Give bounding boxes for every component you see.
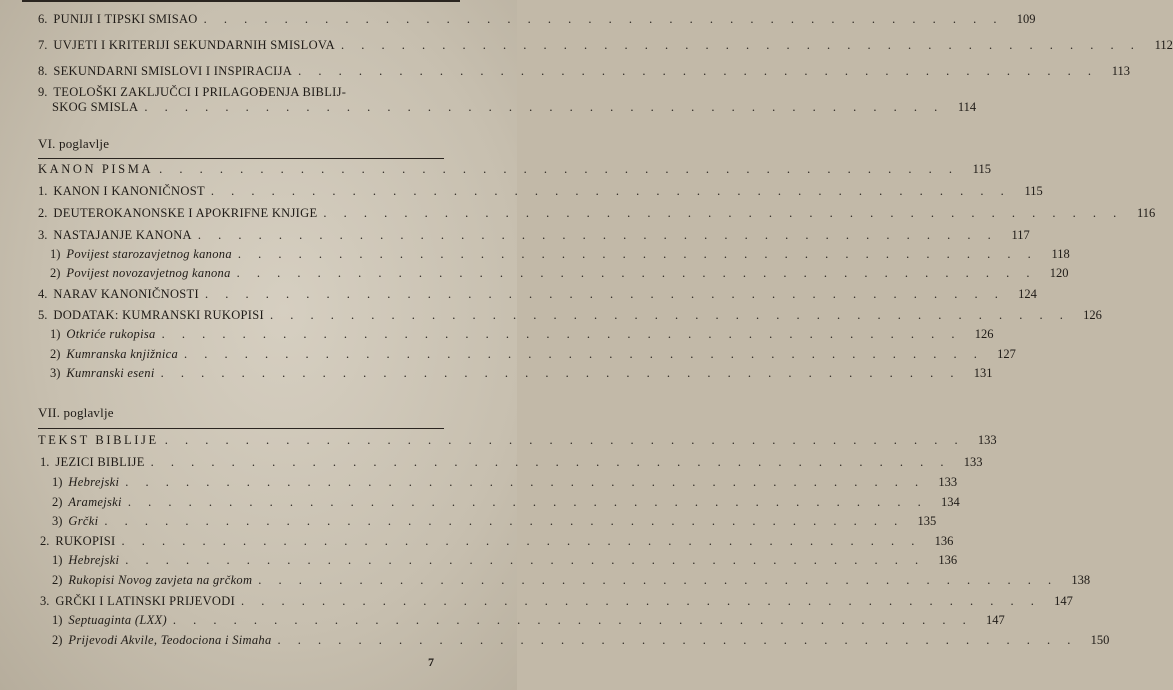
entry-title: Hebrejski <box>68 475 120 489</box>
toc-entry[interactable] <box>38 433 997 448</box>
toc-subentry[interactable] <box>52 613 1005 628</box>
entry-title: NASTAJANJE KANONA <box>53 228 192 242</box>
entry-title: NARAV KANONIČNOSTI <box>53 287 199 301</box>
entry-number: 9. <box>38 85 48 99</box>
entry-page-number: 133 <box>977 433 997 447</box>
entry-title: TEKST BIBLIJE <box>38 433 159 447</box>
toc-subentry[interactable] <box>52 495 960 510</box>
toc-subentry[interactable] <box>52 514 937 529</box>
entry-number: 2) <box>52 495 63 509</box>
entry-title: SKOG SMISLA <box>52 100 139 114</box>
entry-page-number: 114 <box>957 100 977 114</box>
entry-page-number: 115 <box>972 162 991 176</box>
toc-entry[interactable] <box>38 228 1030 243</box>
toc-subentry[interactable] <box>52 475 958 490</box>
entry-title: GRČKI I LATINSKI PRIJEVODI <box>55 594 236 608</box>
leader-dots: . . . . . . . . . . . . . . . . . . . . . . . . . . . . . . . . . . . . . . . . <box>159 162 959 176</box>
leader-dots: . . . . . . . . . . . . . . . . . . . . . . . . . . . . . . . . . . . . . . . . <box>104 514 905 528</box>
entry-number: 5. <box>38 308 48 322</box>
entry-page-number: 133 <box>963 455 983 469</box>
leader-dots: . . . . . . . . . . . . . . . . . . . . . . . . . . . . . . . . . . . . . . . . <box>150 455 951 469</box>
toc-subentry[interactable] <box>52 553 958 568</box>
entry-title: TEOLOŠKI ZAKLJUČCI I PRILAGOĐENJA BIBLIJ- <box>53 85 347 99</box>
toc-entry[interactable] <box>40 455 983 470</box>
entry-title: Kumranska knjižnica <box>66 347 179 361</box>
leader-dots: . . . . . . . . . . . . . . . . . . . . . . . . . . . . . . . . . . . . . . . . <box>125 553 926 567</box>
toc-entry[interactable] <box>38 308 1102 323</box>
leader-dots: . . . . . . . . . . . . . . . . . . . . . . . . . . . . . . . . . . . . . . . . <box>144 100 945 114</box>
leader-dots: . . . . . . . . . . . . . . . . . . . . . . . . . . . . . . . . . . . . . . . . <box>236 266 1037 280</box>
entry-title: Povijest novozavjetnog kanona <box>66 266 231 280</box>
page-folio: 7 <box>428 655 434 669</box>
entry-number: 1) <box>52 475 63 489</box>
leader-dots: . . . . . . . . . . . . . . . . . . . . . . . . . . . . . . . . . . . . . . . . <box>241 594 1041 608</box>
entry-title: PUNIJI I TIPSKI SMISAO <box>53 12 198 26</box>
leader-dots: . . . . . . . . . . . . . . . . . . . . . . . . . . . . . . . . . . . . . . . . <box>237 247 1038 261</box>
entry-page-number: 127 <box>997 347 1016 361</box>
leader-dots: . . . . . . . . . . . . . . . . . . . . . . . . . . . . . . . . . . . . . . . . <box>340 38 1141 52</box>
entry-number: 6. <box>38 12 48 26</box>
toc-entry[interactable] <box>40 534 954 549</box>
entry-number: 3) <box>50 366 61 380</box>
entry-page-number: 117 <box>1011 228 1030 242</box>
leader-dots: . . . . . . . . . . . . . . . . . . . . . . . . . . . . . . . . . . . . . . . . <box>121 534 922 548</box>
entry-title: Povijest starozavjetnog kanona <box>66 247 232 261</box>
toc-subentry[interactable] <box>50 247 1070 262</box>
entry-number: 2) <box>50 347 61 361</box>
entry-page-number: 116 <box>1136 206 1156 220</box>
entry-number: 1) <box>52 613 63 627</box>
entry-title: JEZICI BIBLIJE <box>55 455 145 469</box>
entry-page-number: 135 <box>917 514 937 528</box>
entry-title: Aramejski <box>68 495 122 509</box>
entry-title: Prijevodi Akvile, Teodociona i Simaha <box>68 633 272 647</box>
entry-page-number: 126 <box>1083 308 1102 322</box>
entry-page-number: 124 <box>1018 287 1037 301</box>
toc-subentry[interactable] <box>50 366 993 381</box>
chapter-heading: VI. poglavlje <box>38 136 110 151</box>
entry-page-number: 112 <box>1154 38 1173 52</box>
toc-entry[interactable] <box>38 184 1043 199</box>
entry-page-number: 113 <box>1111 64 1130 78</box>
toc-entry[interactable] <box>38 12 1036 27</box>
leader-dots: . . . . . . . . . . . . . . . . . . . . . . . . . . . . . . . . . . . . . . . . <box>127 495 928 509</box>
entry-page-number: 126 <box>974 327 994 341</box>
entry-title: Hebrejski <box>68 553 120 567</box>
entry-page-number: 136 <box>934 534 954 548</box>
entry-number: 2) <box>52 633 63 647</box>
leader-dots: . . . . . . . . . . . . . . . . . . . . . . . . . . . . . . . . . . . . . . . . <box>184 347 984 361</box>
divider-rule <box>38 158 444 159</box>
entry-number: 3) <box>52 514 63 528</box>
entry-page-number: 131 <box>973 366 993 380</box>
entry-page-number: 109 <box>1016 12 1036 26</box>
entry-title: DODATAK: KUMRANSKI RUKOPISI <box>53 308 264 322</box>
toc-subentry[interactable] <box>52 633 1110 648</box>
entry-number: 4. <box>38 287 48 301</box>
entry-title: DEUTEROKANONSKE I APOKRIFNE KNJIGE <box>53 206 318 220</box>
entry-title: Kumranski eseni <box>66 366 155 380</box>
entry-title: KANON PISMA <box>38 162 154 176</box>
entry-title: Rukopisi Novog zavjeta na grčkom <box>68 573 253 587</box>
toc-subentry[interactable] <box>50 327 994 342</box>
leader-dots: . . . . . . . . . . . . . . . . . . . . . . . . . . . . . . . . . . . . . . . . <box>160 366 961 380</box>
toc-entry[interactable] <box>52 100 977 115</box>
entry-number: 1) <box>50 247 61 261</box>
entry-number: 7. <box>38 38 48 52</box>
entry-title: RUKOPISI <box>55 534 116 548</box>
entry-number: 1. <box>40 455 50 469</box>
top-rule <box>22 0 460 2</box>
entry-number: 3. <box>38 228 48 242</box>
entry-number: 2. <box>40 534 50 548</box>
entry-title: UVJETI I KRITERIJI SEKUNDARNIH SMISLOVA <box>53 38 335 52</box>
toc-subentry[interactable] <box>52 573 1091 588</box>
entry-page-number: 120 <box>1049 266 1069 280</box>
leader-dots: . . . . . . . . . . . . . . . . . . . . . . . . . . . . . . . . . . . . . . . . <box>204 287 1005 301</box>
leader-dots: . . . . . . . . . . . . . . . . . . . . . . . . . . . . . . . . . . . . . . . . <box>210 184 1011 198</box>
entry-page-number: 138 <box>1071 573 1091 587</box>
leader-dots: . . . . . . . . . . . . . . . . . . . . . . . . . . . . . . . . . . . . . . . . <box>203 12 1004 26</box>
entry-page-number: 115 <box>1024 184 1043 198</box>
toc-entry[interactable] <box>38 38 1173 53</box>
leader-dots: . . . . . . . . . . . . . . . . . . . . . . . . . . . . . . . . . . . . . . . . <box>277 633 1078 647</box>
entry-page-number: 134 <box>940 495 960 509</box>
leader-dots: . . . . . . . . . . . . . . . . . . . . . . . . . . . . . . . . . . . . . . . . <box>323 206 1124 220</box>
toc-entry[interactable] <box>40 594 1073 609</box>
entry-number: 2. <box>38 206 48 220</box>
entry-number: 8. <box>38 64 48 78</box>
leader-dots: . . . . . . . . . . . . . . . . . . . . . . . . . . . . . . . . . . . . . . . . <box>164 433 965 447</box>
toc-entry[interactable] <box>38 206 1156 221</box>
entry-title: Otkriće rukopisa <box>66 327 156 341</box>
leader-dots: . . . . . . . . . . . . . . . . . . . . . . . . . . . . . . . . . . . . . . . . <box>269 308 1070 322</box>
entry-number: 2) <box>50 266 61 280</box>
toc-entry[interactable] <box>38 64 1130 79</box>
entry-page-number: 147 <box>1054 594 1073 608</box>
toc-entry[interactable] <box>38 85 444 100</box>
entry-number: 1) <box>50 327 61 341</box>
toc-subentry[interactable] <box>50 347 1016 362</box>
toc-entry[interactable] <box>38 287 1037 302</box>
divider-rule <box>38 428 444 429</box>
entry-page-number: 133 <box>938 475 958 489</box>
entry-number: 1. <box>38 184 48 198</box>
entry-title: KANON I KANONIČNOST <box>53 184 205 198</box>
entry-page-number: 147 <box>986 613 1005 627</box>
entry-title: SEKUNDARNI SMISLOVI I INSPIRACIJA <box>53 64 293 78</box>
toc-subentry[interactable] <box>50 266 1069 281</box>
leader-dots: . . . . . . . . . . . . . . . . . . . . . . . . . . . . . . . . . . . . . . . . <box>258 573 1059 587</box>
toc-entry[interactable] <box>38 162 991 177</box>
leader-dots: . . . . . . . . . . . . . . . . . . . . . . . . . . . . . . . . . . . . . . . . <box>298 64 1098 78</box>
entry-number: 3. <box>40 594 50 608</box>
leader-dots: . . . . . . . . . . . . . . . . . . . . . . . . . . . . . . . . . . . . . . . . <box>172 613 973 627</box>
chapter-heading: VII. poglavlje <box>38 405 114 420</box>
entry-page-number: 118 <box>1051 247 1070 261</box>
entry-title: Grčki <box>68 514 99 528</box>
entry-number: 2) <box>52 573 63 587</box>
leader-dots: . . . . . . . . . . . . . . . . . . . . . . . . . . . . . . . . . . . . . . . . <box>197 228 998 242</box>
entry-number: 1) <box>52 553 63 567</box>
entry-page-number: 150 <box>1090 633 1110 647</box>
leader-dots: . . . . . . . . . . . . . . . . . . . . . . . . . . . . . . . . . . . . . . . . <box>125 475 926 489</box>
leader-dots: . . . . . . . . . . . . . . . . . . . . . . . . . . . . . . . . . . . . . . . . <box>161 327 962 341</box>
entry-page-number: 136 <box>938 553 958 567</box>
entry-title: Septuaginta (LXX) <box>68 613 167 627</box>
